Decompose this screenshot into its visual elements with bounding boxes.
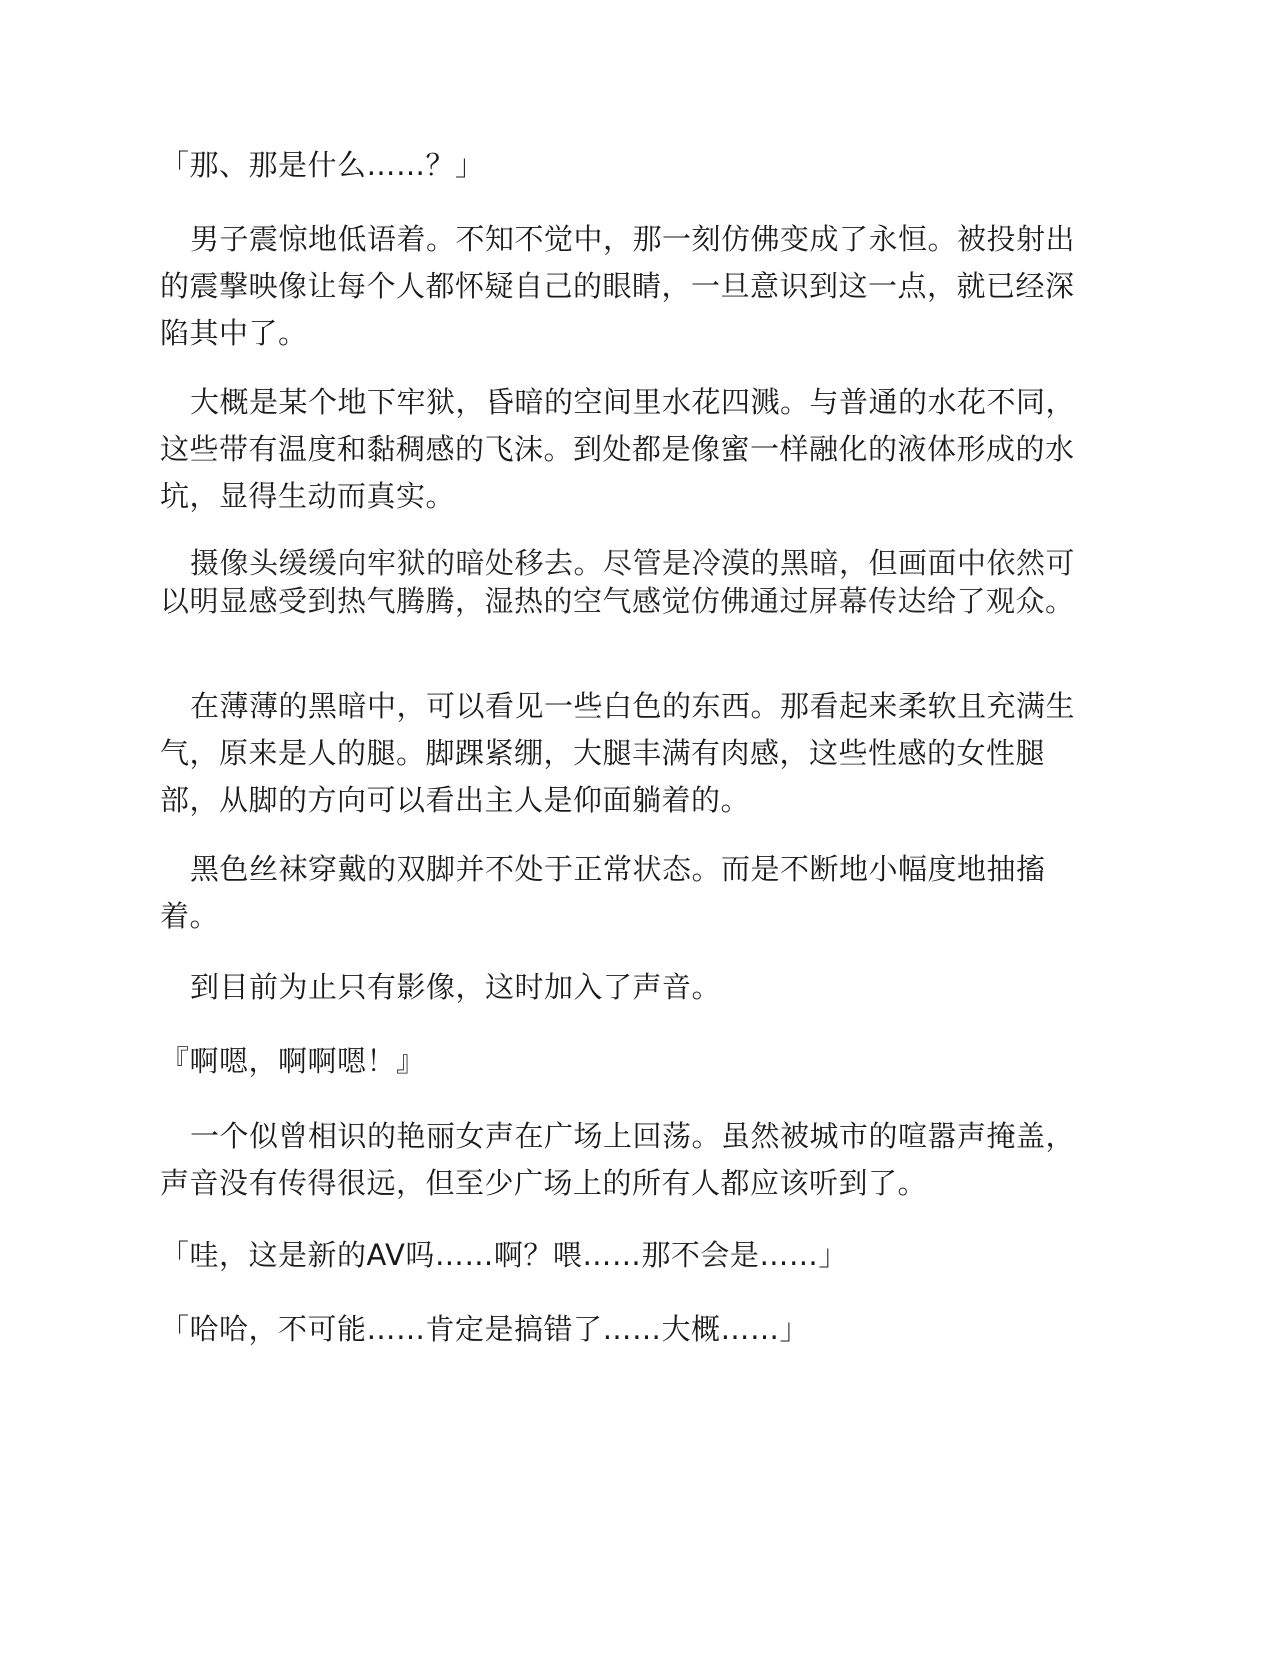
paragraph-5: 黑色丝袜穿戴的双脚并不处于正常状态。而是不断地小幅度地抽搐着。 [160,852,1046,933]
paragraph-dialogue-2: 『啊嗯，啊啊嗯！』 [160,1044,426,1078]
paragraph-3: 摄像头缓缓向牢狱的暗处移去。尽管是冷漠的黑暗，但画面中依然可以明显感受到热气腾腾，湿热的空气感觉仿佛通过屏幕传达给了观众。 [160,546,1076,618]
paragraph-dialogue-4: 「哈哈，不可能……肯定是搞错了……大概……」 [160,1312,810,1346]
paragraph-7: 一个似曾相识的艳丽女声在广场上回荡。虽然被城市的喧嚣声掩盖，声音没有传得很远，但至少广场上的所有人都应该听到了。 [160,1119,1076,1200]
paragraph-2: 大概是某个地下牢狱，昏暗的空间里水花四溅。与普通的水花不同，这些带有温度和黏稠感的飞沫。到处都是像蜜一样融化的液体形成的水坑，显得生动而真实。 [160,385,1076,513]
paragraph-4: 在薄薄的黑暗中，可以看见一些白色的东西。那看起来柔软且充满生气，原来是人的腿。脚踝紧绷，大腿丰满有肉感，这些性感的女性腿部，从脚的方向可以看出主人是仰面躺着的。 [160,689,1076,817]
paragraph-dialogue-3: 「哇，这是新的AV吗……啊？喂……那不会是……」 [160,1238,848,1272]
paragraph-dialogue-1: 「那、那是什么……？」 [160,148,485,182]
paragraph-1: 男子震惊地低语着。不知不觉中，那一刻仿佛变成了永恒。被投射出的震撃映像让每个人都怀疑自己的眼睛，一旦意识到这一点，就已经深陷其中了。 [160,222,1076,350]
paragraph-6: 到目前为止只有影像，这时加入了声音。 [190,970,722,1004]
